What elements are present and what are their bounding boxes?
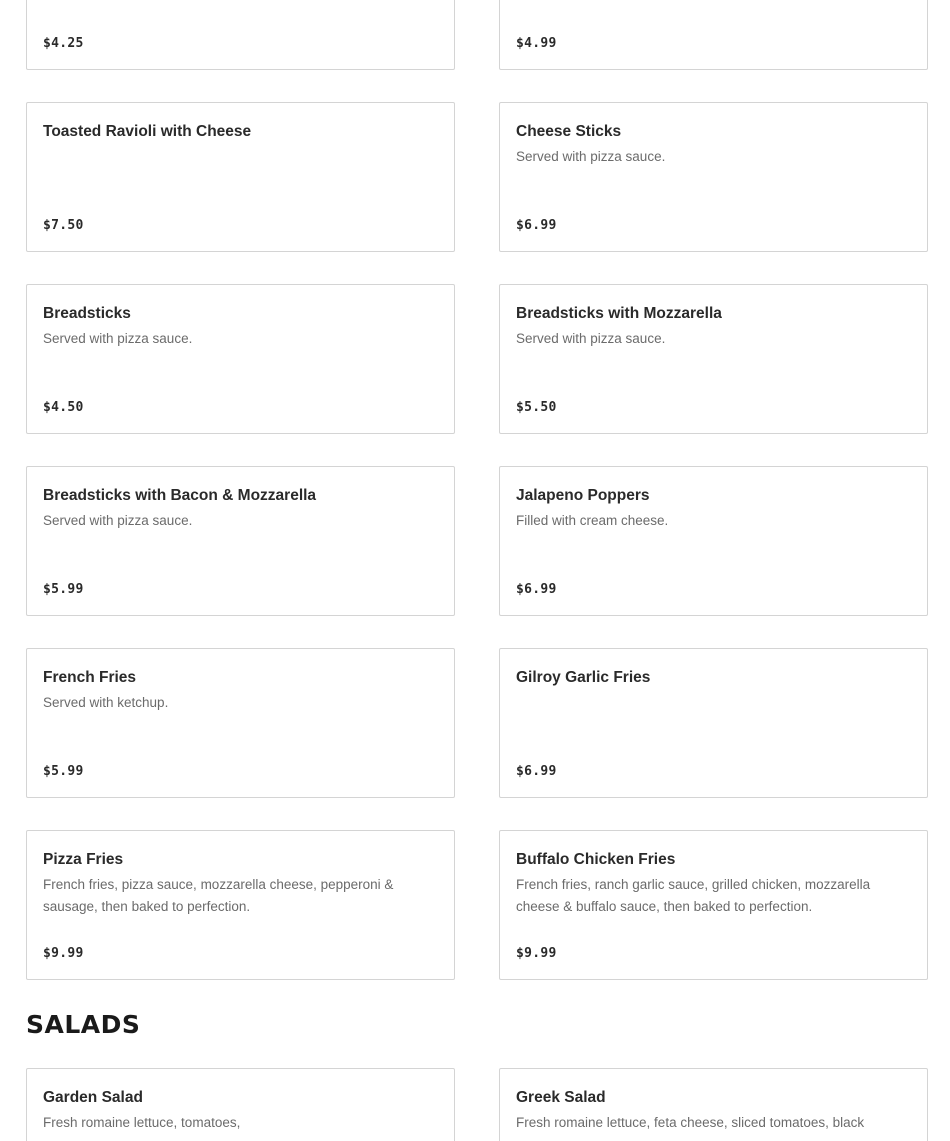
menu-item-card[interactable] [499, 466, 928, 616]
menu-item-name: Toasted Ravioli with Cheese [43, 123, 252, 140]
menu-item-card[interactable] [26, 648, 455, 798]
menu-item-name: Breadsticks [43, 305, 131, 322]
section-title-salads: SALADS [26, 1010, 141, 1039]
menu-item-price: $6.99 [516, 582, 557, 597]
menu-item-card[interactable] [499, 0, 928, 70]
menu-item-name: Breadsticks with Bacon & Mozzarella [43, 487, 317, 504]
menu-item-price: $4.50 [43, 400, 84, 415]
menu-item-name: Garden Salad [43, 1089, 143, 1106]
menu-item-description: Fresh romaine lettuce, feta cheese, sliced tomatoes, black [516, 1115, 865, 1130]
menu-item-description: Served with pizza sauce. [43, 331, 193, 346]
menu-item-price: $6.99 [516, 218, 557, 233]
menu-item-name: Jalapeno Poppers [516, 487, 650, 504]
menu-item-card[interactable] [499, 830, 928, 980]
menu-item-card[interactable] [499, 648, 928, 798]
menu-item-name: French Fries [43, 669, 137, 686]
menu-item-name: Cheese Sticks [516, 123, 622, 140]
menu-item-description: Served with pizza sauce. [516, 149, 666, 164]
menu-item-description: Served with pizza sauce. [516, 331, 666, 346]
menu-item-card[interactable] [499, 102, 928, 252]
menu-item-name: Gilroy Garlic Fries [516, 669, 651, 686]
menu-item-name: Breadsticks with Mozzarella [516, 305, 722, 322]
menu-item-card[interactable] [26, 102, 455, 252]
menu-item-price: $5.50 [516, 400, 557, 415]
menu-item-price: $4.25 [43, 36, 84, 51]
menu-item-price: $9.99 [516, 946, 557, 961]
appetizers-grid [26, 0, 928, 980]
menu-item-description: Served with pizza sauce. [43, 513, 193, 528]
menu-item-description: Fresh romaine lettuce, tomatoes, [43, 1115, 241, 1130]
menu-item-description: French fries, pizza sauce, mozzarella cheese, pepperoni & sausage, then baked to perfection. [43, 877, 394, 914]
menu-item-price: $4.99 [516, 36, 557, 51]
menu-item-name: Buffalo Chicken Fries [516, 851, 676, 868]
menu-item-card[interactable] [499, 284, 928, 434]
menu-item-description: Served with ketchup. [43, 695, 169, 710]
menu-item-price: $5.99 [43, 764, 84, 779]
menu-item-price: $7.50 [43, 218, 84, 233]
menu-item-price: $6.99 [516, 764, 557, 779]
menu-item-description: French fries, ranch garlic sauce, grilled chicken, mozzarella cheese & buffalo sauce, then baked to perfection. [516, 877, 871, 914]
menu-item-price: $9.99 [43, 946, 84, 961]
menu-item-card[interactable] [26, 466, 455, 616]
menu-item-description: Filled with cream cheese. [516, 513, 669, 528]
salads-grid [26, 1068, 928, 1141]
menu-item-name: Pizza Fries [43, 851, 124, 868]
menu-item-name: Greek Salad [516, 1089, 606, 1106]
menu-item-card[interactable] [26, 284, 455, 434]
menu-item-card[interactable] [499, 1068, 928, 1141]
menu-item-card[interactable] [26, 0, 455, 70]
menu-item-card[interactable] [26, 830, 455, 980]
menu-item-card[interactable] [26, 1068, 455, 1141]
menu-item-price: $5.99 [43, 582, 84, 597]
